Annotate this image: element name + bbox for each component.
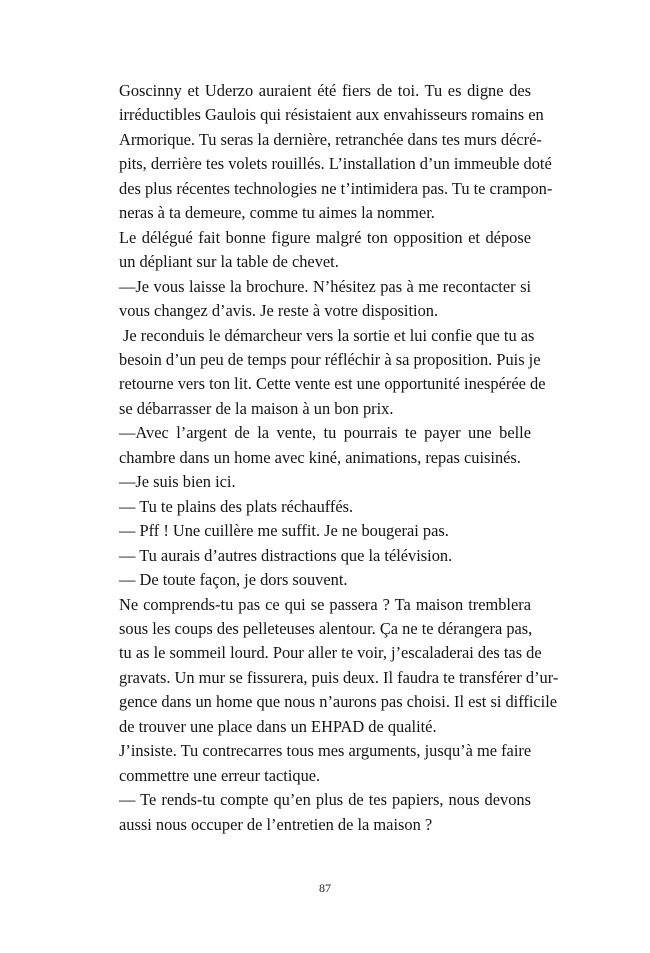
text-line: des plus récentes technologies ne t’intimidera pas. Tu te crampon- bbox=[119, 178, 553, 198]
paragraph bbox=[119, 788, 531, 837]
page-number: 87 bbox=[319, 881, 331, 895]
text-line: neras à ta demeure, comme tu aimes la nommer. bbox=[119, 203, 435, 223]
text-line: Ne comprends-tu pas ce qui se passera ? Ta maison tremblera bbox=[119, 594, 531, 614]
text-line: irréductibles Gaulois qui résistaient aux envahisseurs romains en bbox=[119, 105, 544, 125]
paragraph bbox=[119, 519, 531, 543]
paragraph bbox=[119, 226, 531, 275]
text-line: chambre dans un home avec kiné, animations, repas cuisinés. bbox=[119, 447, 521, 467]
text-line: gravats. Un mur se fissurera, puis deux. Il faudra te transférer d’ur- bbox=[119, 667, 559, 687]
paragraph bbox=[119, 544, 531, 568]
paragraph bbox=[119, 470, 531, 494]
paragraph bbox=[119, 275, 531, 324]
text-line: tu as le sommeil lourd. Pour aller te voir, j’escaladerai des tas de bbox=[119, 643, 542, 663]
paragraph bbox=[119, 495, 531, 519]
text-line: Le délégué fait bonne figure malgré ton opposition et dépose bbox=[119, 227, 531, 247]
text-line: — Te rends-tu compte qu’en plus de tes papiers, nous devons bbox=[119, 790, 531, 810]
text-line: gence dans un home que nous n’aurons pas choisi. Il est si difficile bbox=[119, 692, 558, 712]
paragraph bbox=[119, 324, 546, 422]
text-line: Goscinny et Uderzo auraient été fiers de toi. Tu es digne des bbox=[119, 81, 531, 100]
body-text bbox=[119, 79, 559, 837]
text-line: — Tu te plains des plats réchauffés. bbox=[119, 496, 354, 516]
paragraph bbox=[119, 568, 531, 592]
text-line: Armorique. Tu seras la dernière, retranchée dans tes murs décré- bbox=[119, 129, 542, 149]
text-line: —Avec l’argent de la vente, tu pourrais te payer une belle bbox=[119, 423, 531, 443]
text-line: commettre une erreur tactique. bbox=[119, 765, 321, 785]
text-line: J’insiste. Tu contrecarres tous mes arguments, jusqu’à me faire bbox=[119, 741, 532, 761]
text-line: se débarrasser de la maison à un bon prix. bbox=[119, 398, 394, 418]
text-line: besoin d’un peu de temps pour réfléchir à sa proposition. Puis je bbox=[119, 349, 541, 369]
text-line: de trouver une place dans un EHPAD de qualité. bbox=[119, 716, 437, 736]
paragraph bbox=[119, 593, 559, 740]
text-line: vous changez d’avis. Je reste à votre disposition. bbox=[119, 301, 439, 321]
text-line: — De toute façon, je dors souvent. bbox=[119, 570, 348, 590]
text-line: retourne vers ton lit. Cette vente est une opportunité inespérée de bbox=[119, 374, 546, 394]
text-line: Je reconduis le démarcheur vers la sortie et lui confie que tu as bbox=[123, 325, 535, 345]
text-line: —Je vous laisse la brochure. N’hésitez pas à me recontacter si bbox=[119, 276, 531, 296]
text-line: —Je suis bien ici. bbox=[119, 472, 236, 492]
text-line: sous les coups des pelleteuses alentour. Ça ne te dérangera pas, bbox=[119, 618, 533, 638]
text-line: — Pff ! Une cuillère me suffit. Je ne bougerai pas. bbox=[119, 521, 449, 541]
text-line: un dépliant sur la table de chevet. bbox=[119, 252, 339, 272]
paragraph bbox=[119, 79, 553, 226]
paragraph bbox=[119, 421, 531, 470]
text-line: aussi nous occuper de l’entretien de la maison ? bbox=[119, 814, 433, 834]
paragraph bbox=[119, 739, 531, 788]
text-line: pits, derrière tes volets rouillés. L’installation d’un immeuble doté bbox=[119, 154, 552, 174]
text-line: — Tu aurais d’autres distractions que la télévision. bbox=[119, 545, 453, 565]
